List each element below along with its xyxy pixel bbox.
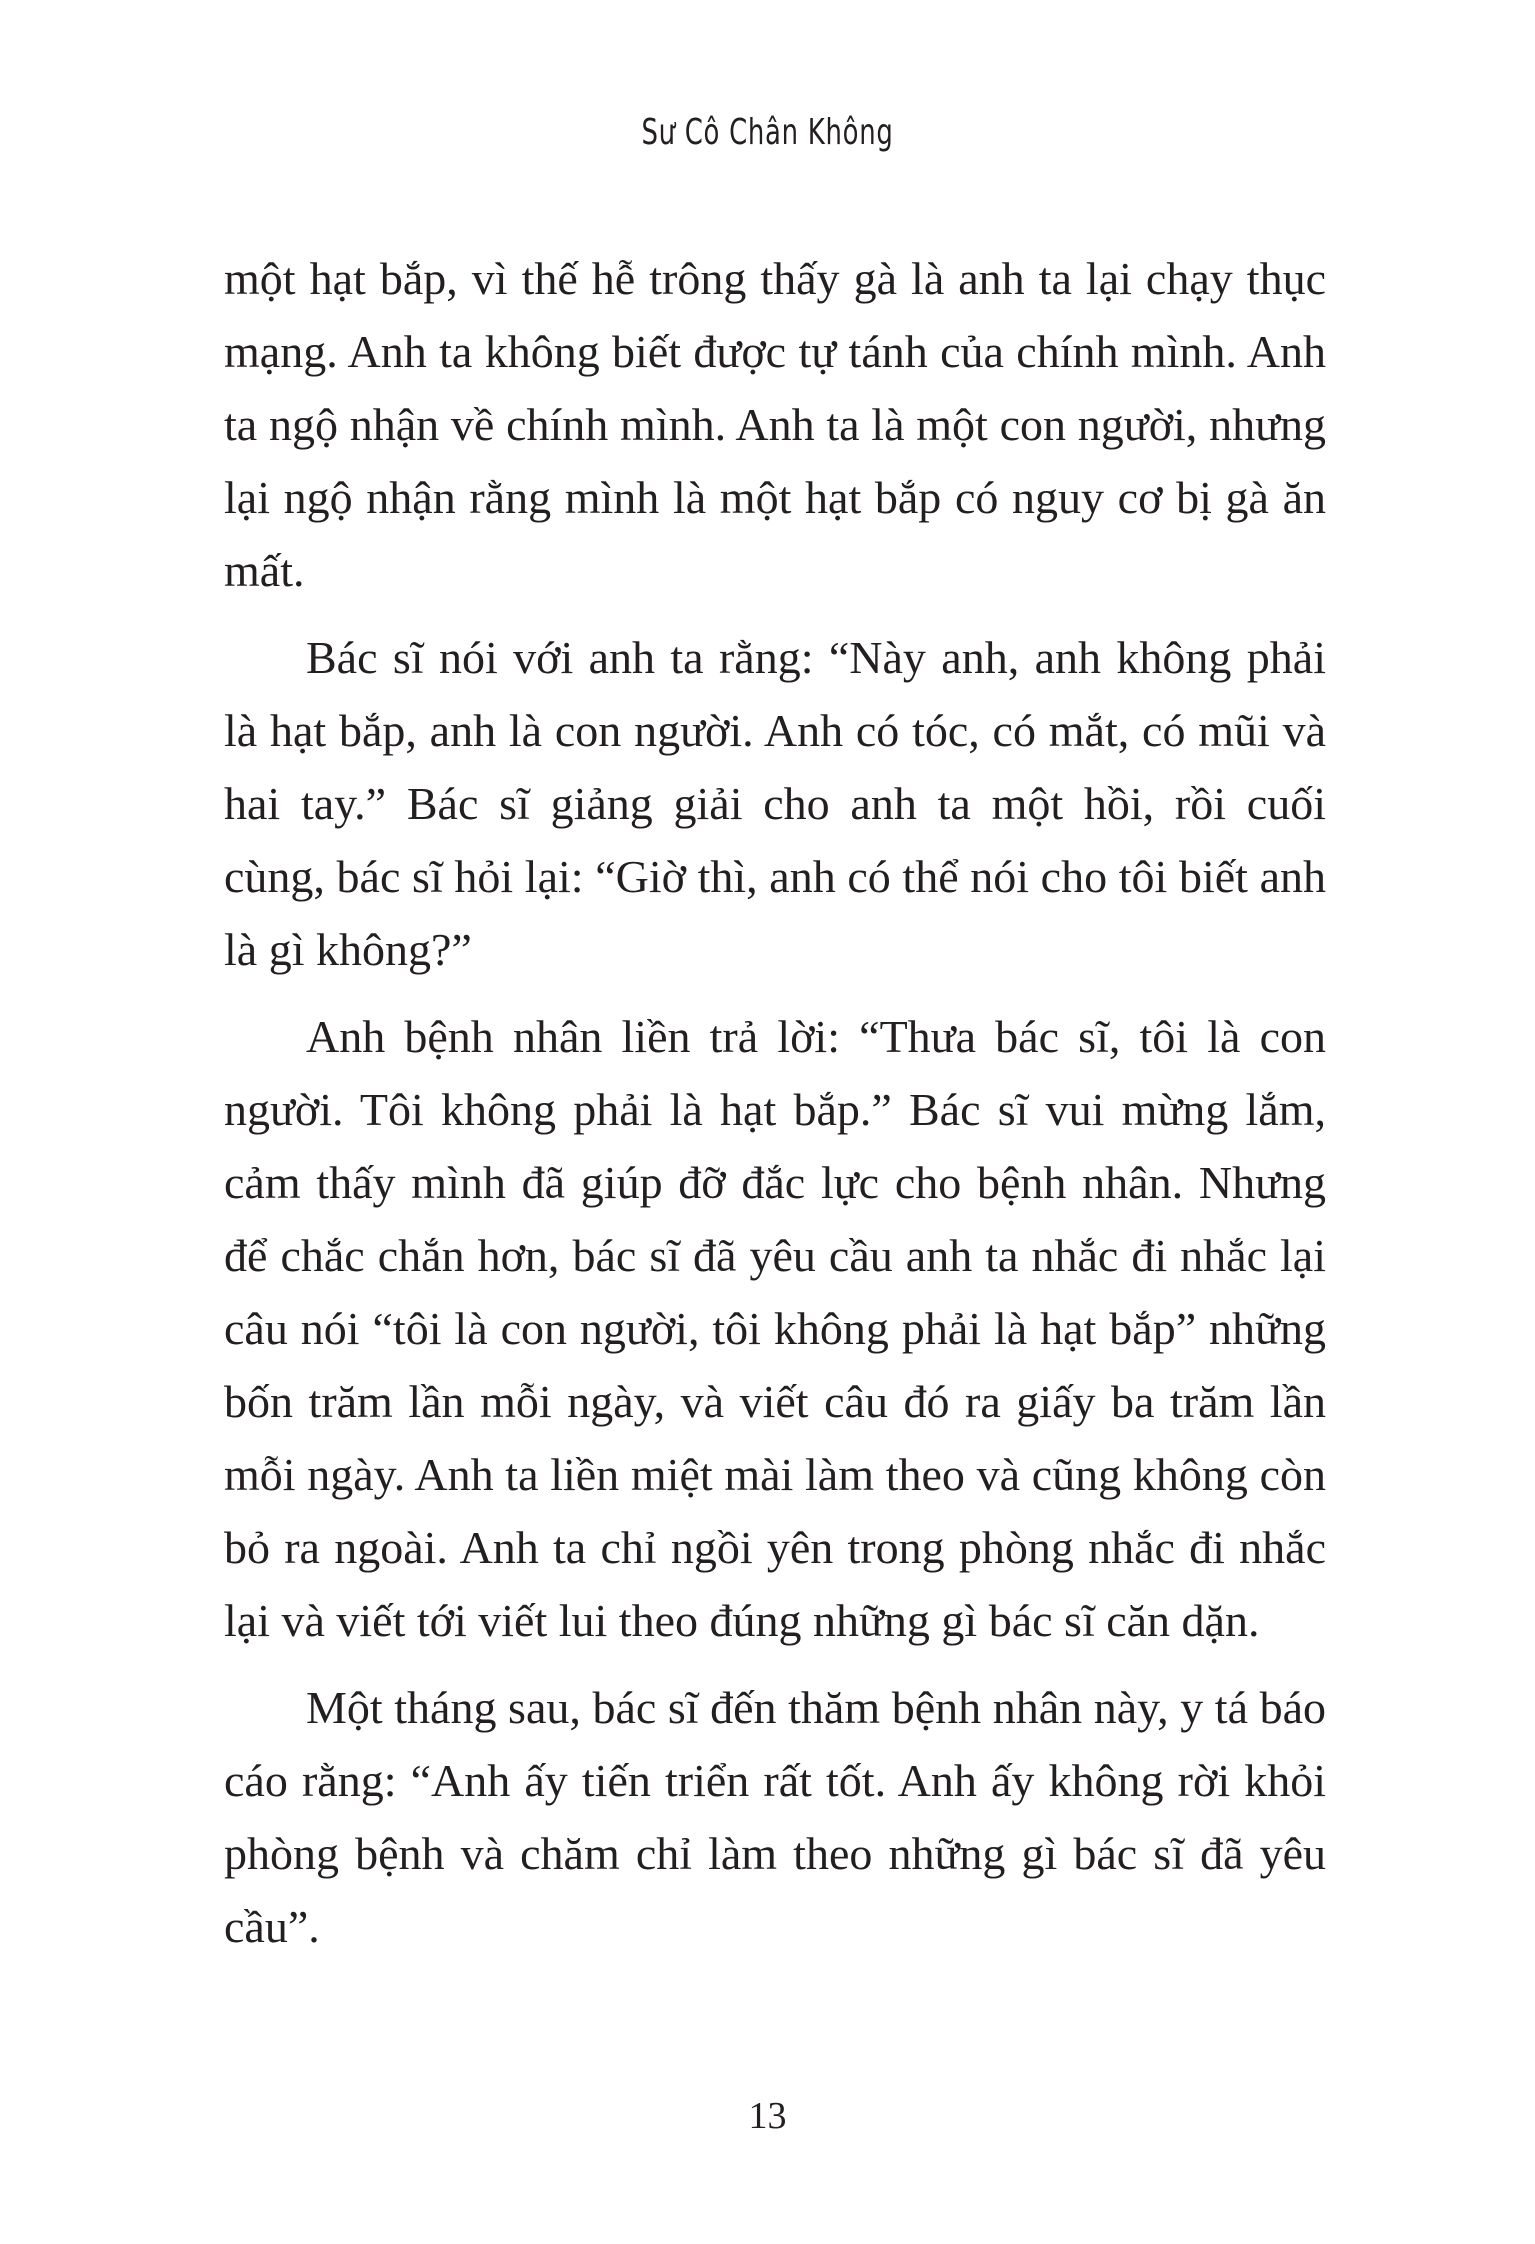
page-number: 13 — [748, 2095, 787, 2137]
paragraph-2: Bác sĩ nói với anh ta rằng: “Này anh, anh không phải là hạt bắp, anh là con người. Anh có tóc, có mắt, có mũi và hai tay.” Bác sĩ giảng giải cho anh ta một hồi, rồi cuối cùng, bác sĩ hỏi lại: “Giờ thì, anh có thể nói cho tôi biết anh là gì không?” — [224, 632, 1326, 975]
running-header: Sư Cô Chân Không — [641, 112, 894, 153]
paragraph-4: Một tháng sau, bác sĩ đến thăm bệnh nhân này, y tá báo cáo rằng: “Anh ấy tiến triển rất tốt. Anh ấy không rời khỏi phòng bệnh và chăm chỉ làm theo những gì bác sĩ đã yêu cầu”. — [224, 1682, 1326, 1952]
paragraph-3: Anh bệnh nhân liền trả lời: “Thưa bác sĩ, tôi là con người. Tôi không phải là hạt bắp.” Bác sĩ vui mừng lắm, cảm thấy mình đã giúp đỡ đắc lực cho bệnh nhân. Nhưng để chắc chắn hơn, bác sĩ đã yêu cầu anh ta nhắc đi nhắc lại câu nói “tôi là con người, tôi không phải là hạt bắp” những bốn trăm lần mỗi ngày, và viết câu đó ra giấy ba trăm lần mỗi ngày. Anh ta liền miệt mài làm theo và cũng không còn bỏ ra ngoài. Anh ta chỉ ngồi yên trong phòng nhắc đi nhắc lại và viết tới viết lui theo đúng những gì bác sĩ căn dặn. — [224, 1011, 1326, 1646]
paragraph-1: một hạt bắp, vì thế hễ trông thấy gà là anh ta lại chạy thục mạng. Anh ta không biết được tự tánh của chính mình. Anh ta ngộ nhận về chính mình. Anh ta là một con người, nhưng lại ngộ nhận rằng mình là một hạt bắp có nguy cơ bị gà ăn mất. — [224, 253, 1326, 596]
body-text — [224, 242, 1326, 1977]
